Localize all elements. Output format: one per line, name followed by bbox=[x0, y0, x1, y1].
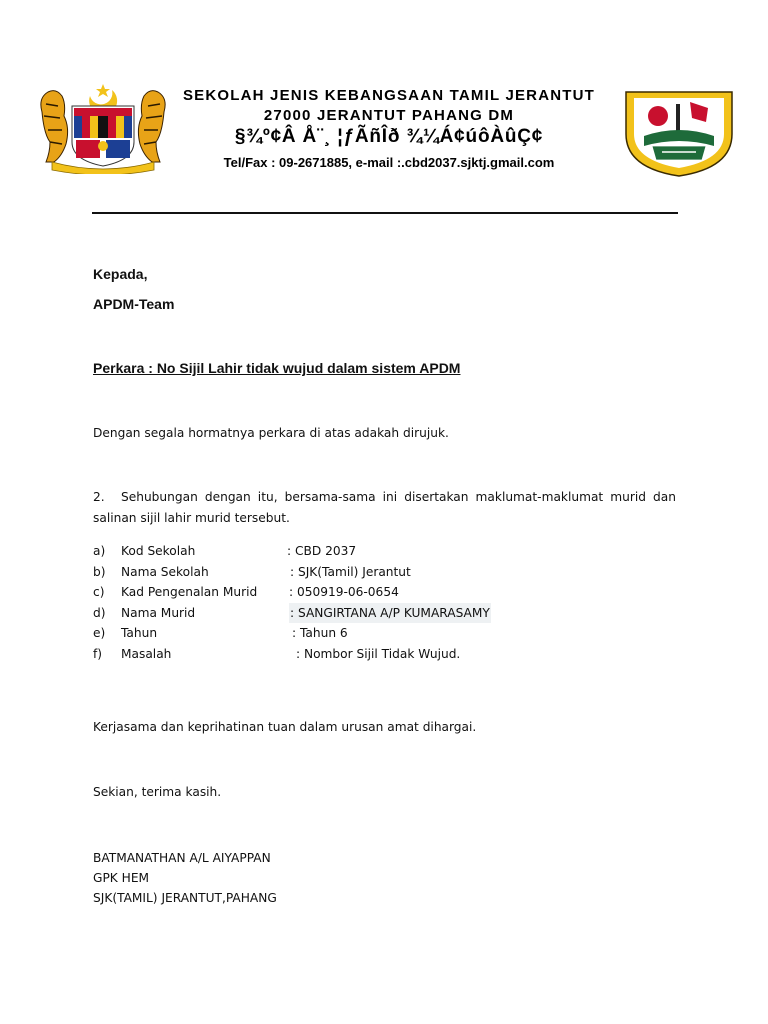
item-value: : SANGIRTANA A/P KUMARASAMY bbox=[289, 603, 491, 624]
paragraph-2-text: Sehubungan dengan itu, bersama-sama ini disertakan maklumat-maklumat murid dan salinan sijil lahir murid tersebut. bbox=[93, 490, 676, 525]
item-label: Nama Murid bbox=[121, 605, 196, 620]
letter-subject: Perkara : No Sijil Lahir tidak wujud dalam sistem APDM bbox=[93, 360, 461, 376]
closing-line: Sekian, terima kasih. bbox=[93, 785, 222, 799]
paragraph-2 bbox=[93, 487, 676, 529]
recipient: APDM-Team bbox=[93, 296, 175, 312]
signature-block bbox=[93, 848, 277, 908]
item-label: Masalah bbox=[121, 646, 172, 661]
item-letter: d) bbox=[93, 605, 106, 620]
paragraph-1: Dengan segala hormatnya perkara di atas adakah dirujuk. bbox=[93, 426, 449, 440]
paragraph-number: 2. bbox=[93, 490, 105, 504]
item-value: : Tahun 6 bbox=[292, 626, 348, 641]
item-label: Tahun bbox=[121, 626, 158, 641]
item-letter: e) bbox=[93, 626, 106, 641]
school-name-tamil: §¾º¢Â Å¨¸ ¦ƒÃñÎð ¾¼Á¢úôÀûÇ¢ bbox=[234, 126, 544, 147]
item-label: Kod Sekolah bbox=[121, 544, 196, 558]
paragraph-3: Kerjasama dan keprihatinan tuan dalam urusan amat dihargai. bbox=[93, 720, 477, 734]
item-letter: c) bbox=[93, 585, 105, 600]
school-badge-logo bbox=[622, 84, 736, 178]
item-value: : CBD 2037 bbox=[287, 544, 357, 558]
item-value: : 050919-06-0654 bbox=[289, 585, 399, 600]
item-letter: f) bbox=[93, 646, 103, 661]
greeting: Kepada, bbox=[93, 266, 148, 282]
signatory-school: SJK(TAMIL) JERANTUT,PAHANG bbox=[93, 891, 277, 905]
school-address: 27000 JERANTUT PAHANG DM bbox=[263, 107, 515, 124]
item-letter: a) bbox=[93, 544, 106, 558]
school-contact: Tel/Fax : 09-2671885, e-mail :.cbd2037.sjktj.gmail.com bbox=[223, 155, 555, 170]
header-divider bbox=[92, 212, 678, 214]
signatory-position: GPK HEM bbox=[93, 871, 150, 885]
item-label: Kad Pengenalan Murid bbox=[121, 585, 258, 600]
item-letter: b) bbox=[93, 564, 106, 579]
school-name: SEKOLAH JENIS KEBANGSAAN TAMIL JERANTUT bbox=[182, 87, 596, 104]
item-value: : SJK(Tamil) Jerantut bbox=[290, 564, 411, 579]
item-label: Nama Sekolah bbox=[121, 564, 209, 579]
signatory-name: BATMANATHAN A/L AIYAPPAN bbox=[93, 851, 271, 865]
item-value: : Nombor Sijil Tidak Wujud. bbox=[296, 646, 461, 661]
